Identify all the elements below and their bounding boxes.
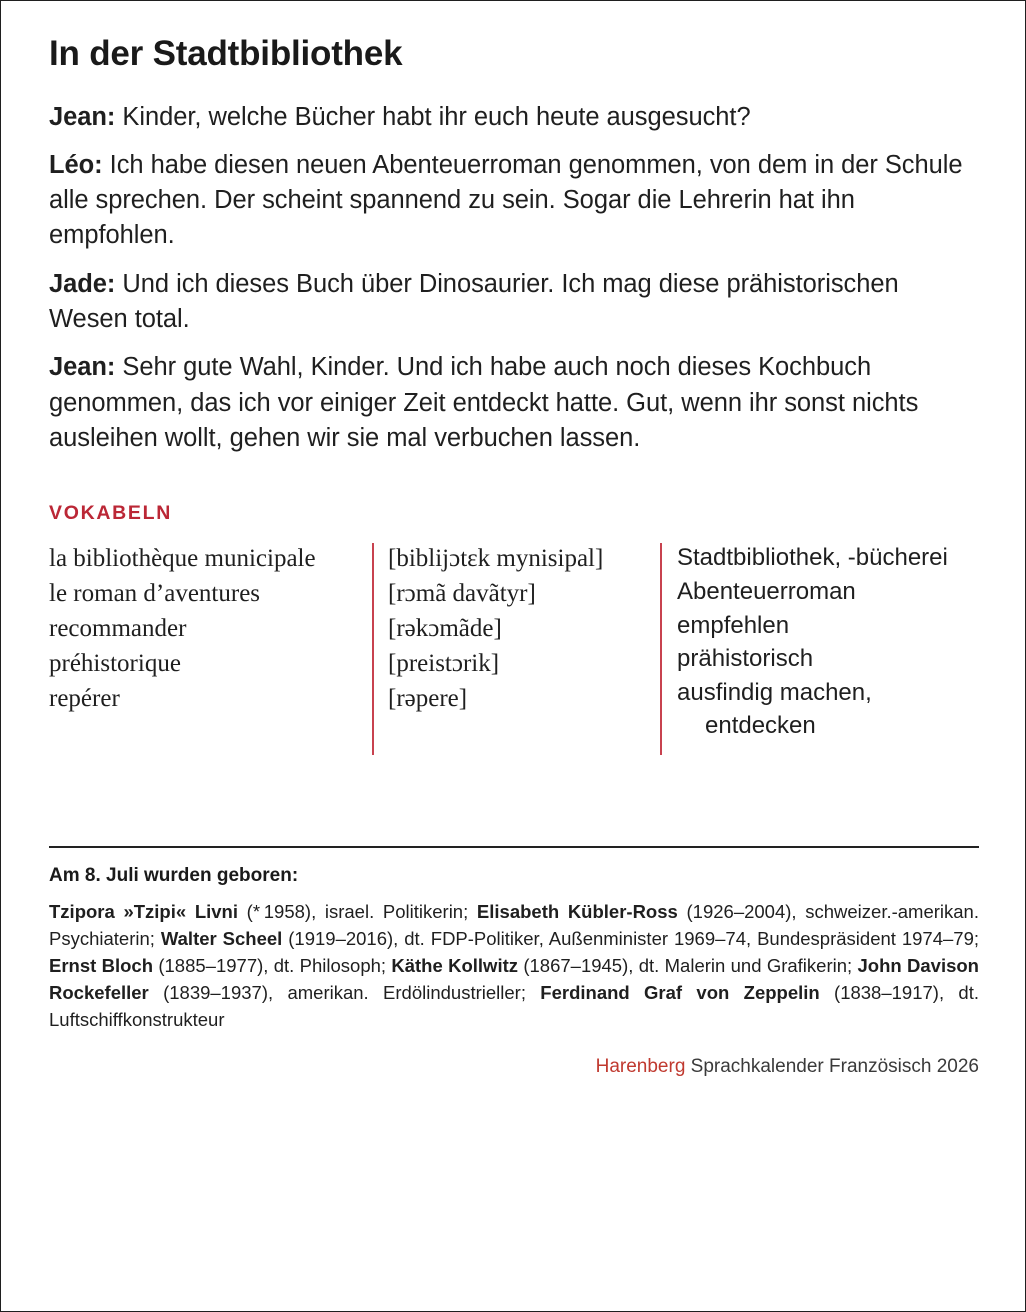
vocab-column-german — [660, 541, 979, 751]
vocab-ipa: [biblijɔtɛk mynisipal] — [388, 545, 604, 573]
dialogue-text: Kinder, welche Bücher habt ihr euch heute ausgesucht? — [115, 102, 751, 131]
vocab-french: la bibliothèque municipale — [49, 545, 316, 573]
birthday-person-detail: (1926–2004), schweizer.-amerikan. Psychiaterin; — [49, 901, 979, 950]
vocab-german: empfehlen — [677, 611, 790, 639]
birthday-person-detail: (* 1958), israel. Politikerin; — [238, 901, 477, 923]
speaker-name: Léo: — [49, 150, 103, 179]
vocab-french: le roman d’aventures — [49, 580, 261, 608]
vocab-ipa: [rəpere] — [388, 685, 468, 713]
birthday-person-detail: (1838–1917), dt. Luftschiffkonstrukteur — [49, 982, 979, 1030]
vocab-ipa-cont — [388, 716, 660, 751]
vocab-german: prähistorisch — [677, 645, 814, 673]
speaker-name: Jean: — [49, 353, 116, 382]
birthday-person-detail: (1919–2016), dt. FDP-Politiker, Außenminister 1969–74, Bundespräsident 1974–79; — [282, 928, 980, 950]
page-content — [49, 35, 979, 1078]
birthday-list — [49, 899, 979, 1034]
vocabulary-heading: VOKABELN — [49, 502, 173, 525]
imprint — [49, 1056, 979, 1078]
dialogue-text: Ich habe diesen neuen Abenteuerroman genommen, von dem in der Schule alle sprechen. Der scheint spannend zu sein. Sogar die Lehrerin hat ihn empfohlen. — [49, 150, 963, 250]
speaker-name: Jean: — [49, 102, 116, 131]
vocab-german: Stadtbibliothek, -bücherei — [677, 544, 948, 572]
dialogue-line — [49, 267, 979, 338]
vocab-french: recommander — [49, 615, 187, 643]
vocab-german: Abenteuerroman — [677, 577, 856, 605]
vocab-german-cont: entdecken — [705, 712, 816, 740]
vocab-french: préhistorique — [49, 650, 181, 678]
page-title: In der Stadtbibliothek — [49, 34, 403, 73]
birthday-person-name: Elisabeth Kübler-Ross — [476, 901, 678, 923]
birthday-person-name: Ferdinand Graf von Zeppelin — [540, 982, 820, 1004]
birthday-person-detail: (1839–1937), amerikan. Erdölindustrieller; — [148, 982, 541, 1004]
birthday-person-name: Walter Scheel — [160, 928, 283, 950]
birthday-person-detail: (1885–1977), dt. Philosoph; — [153, 955, 392, 977]
imprint-rest: Sprachkalender Französisch 2026 — [685, 1055, 979, 1077]
vocab-french-cont — [49, 716, 372, 751]
speaker-name: Jade: — [49, 269, 116, 298]
imprint-brand: Harenberg — [595, 1055, 686, 1077]
dialogue-section — [49, 100, 979, 457]
vocab-column-french — [49, 541, 372, 751]
vocab-french: repérer — [49, 685, 120, 713]
vocab-column-pronunciation — [372, 541, 660, 751]
birthday-heading: Am 8. Juli wurden geboren: — [49, 865, 299, 887]
vocab-ipa: [rɔmã davãtyr] — [388, 580, 536, 608]
birthday-person-name: Ernst Bloch — [49, 955, 154, 977]
vocab-ipa: [rəkɔmãde] — [388, 615, 502, 643]
birthday-person-detail: (1867–1945), dt. Malerin und Grafikerin; — [518, 955, 858, 977]
dialogue-line — [49, 148, 979, 254]
birthday-person-name: John Davison Rockefeller — [49, 955, 979, 1004]
footer-divider — [49, 846, 979, 848]
dialogue-line — [49, 100, 979, 135]
vocab-german: ausfindig machen, — [677, 678, 872, 706]
birthday-person-name: Käthe Kollwitz — [391, 955, 518, 977]
vocab-ipa: [preistɔrik] — [388, 650, 500, 678]
dialogue-text: Und ich dieses Buch über Dinosaurier. Ich mag diese prähistorischen Wesen total. — [49, 269, 899, 334]
dialogue-line — [49, 350, 979, 456]
dialogue-text: Sehr gute Wahl, Kinder. Und ich habe auch noch dieses Kochbuch genommen, das ich vor einiger Zeit entdeckt hatte. Gut, wenn ihr sonst nichts ausleihen wollt, gehen wir sie mal verbuchen lassen. — [49, 353, 919, 452]
birthday-person-name: Tzipora »Tzipi« Livni — [49, 901, 239, 923]
vocabulary-table — [49, 541, 979, 751]
